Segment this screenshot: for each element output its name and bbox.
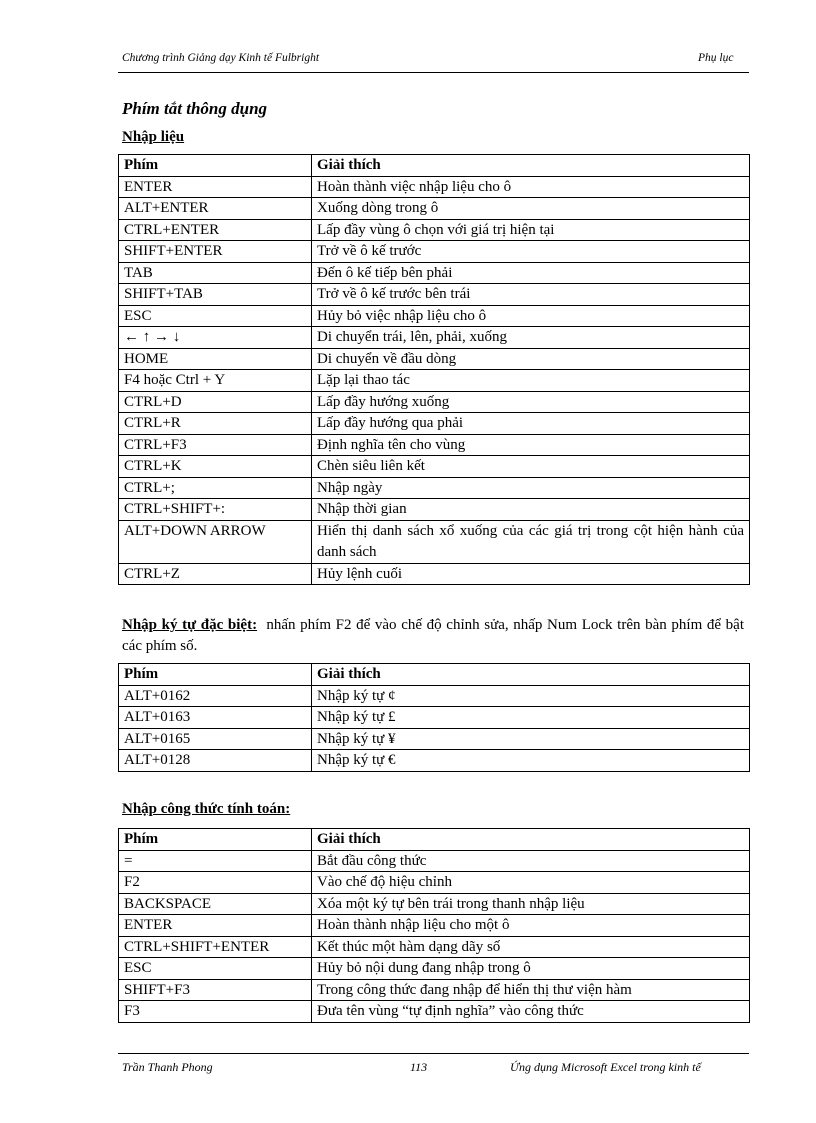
shortcut-key-cell: SHIFT+TAB — [119, 284, 312, 306]
description-cell: Nhập ngày — [312, 477, 750, 499]
table-row — [119, 413, 750, 435]
table-row — [119, 499, 750, 521]
shortcut-key-cell: BACKSPACE — [119, 893, 312, 915]
table-row — [119, 262, 750, 284]
description-cell: Định nghĩa tên cho vùng — [312, 434, 750, 456]
description-cell: Hủy bỏ việc nhập liệu cho ô — [312, 305, 750, 327]
description-cell: Lấp đầy hướng qua phải — [312, 413, 750, 435]
description-cell: Hoàn thành việc nhập liệu cho ô — [312, 176, 750, 198]
shortcut-key-cell: = — [119, 850, 312, 872]
table-row — [119, 477, 750, 499]
table-body — [119, 850, 750, 1022]
table-row — [119, 305, 750, 327]
table-row — [119, 370, 750, 392]
description-cell: Nhập ký tự € — [312, 750, 750, 772]
table-row — [119, 327, 750, 349]
shortcut-key-cell: ALT+0162 — [119, 685, 312, 707]
column-header-key: Phím — [119, 155, 312, 177]
section-intro-text: nhấn phím F2 để vào chế độ chỉnh sửa, nhấp Num Lock trên bàn phím để bật các phím số. — [122, 617, 745, 654]
description-cell: Vào chế độ hiệu chỉnh — [312, 872, 750, 894]
footer-author: Trần Thanh Phong — [122, 1060, 213, 1074]
footer-book-title: Ứng dụng Microsoft Excel trong kinh tế — [510, 1060, 701, 1074]
table-row — [119, 284, 750, 306]
shortcut-key-cell: ALT+0163 — [119, 707, 312, 729]
shortcut-table-data-entry — [118, 154, 750, 585]
shortcut-key-cell: ESC — [119, 305, 312, 327]
shortcut-key-cell: ALT+0128 — [119, 750, 312, 772]
description-cell: Kết thúc một hàm dạng dãy số — [312, 936, 750, 958]
description-cell: Nhập ký tự ¥ — [312, 728, 750, 750]
table-row — [119, 198, 750, 220]
table-row — [119, 176, 750, 198]
section-title-data-entry: Nhập liệu — [122, 129, 185, 145]
description-cell: Trở về ô kế trước bên trái — [312, 284, 750, 306]
table-row — [119, 979, 750, 1001]
table-row — [119, 728, 750, 750]
table-row — [119, 434, 750, 456]
description-cell: Đưa tên vùng “tự định nghĩa” vào công thức — [312, 1001, 750, 1023]
column-header-description: Giải thích — [312, 829, 750, 851]
table-body — [119, 176, 750, 585]
shortcut-key-cell: CTRL+F3 — [119, 434, 312, 456]
shortcut-key-cell: ALT+0165 — [119, 728, 312, 750]
shortcut-key-cell: F3 — [119, 1001, 312, 1023]
table-row — [119, 936, 750, 958]
header-rule — [118, 72, 749, 73]
shortcut-key-cell: TAB — [119, 262, 312, 284]
column-header-key: Phím — [119, 664, 312, 686]
description-cell: Xóa một ký tự bên trái trong thanh nhập liệu — [312, 893, 750, 915]
description-cell: Di chuyển về đầu dòng — [312, 348, 750, 370]
table-row — [119, 707, 750, 729]
table-row — [119, 520, 750, 563]
table-row — [119, 1001, 750, 1023]
description-cell: Đến ô kế tiếp bên phải — [312, 262, 750, 284]
shortcut-key-cell: CTRL+SHIFT+: — [119, 499, 312, 521]
description-cell: Hoàn thành nhập liệu cho một ô — [312, 915, 750, 937]
table-row — [119, 958, 750, 980]
table-row — [119, 219, 750, 241]
table-row — [119, 685, 750, 707]
shortcut-key-cell: ← ↑ → ↓ — [119, 327, 312, 349]
shortcut-key-cell: ESC — [119, 958, 312, 980]
shortcut-table-special-characters — [118, 663, 750, 772]
header-section-label: Phụ lục — [698, 52, 734, 64]
shortcut-key-cell: ENTER — [119, 176, 312, 198]
table-header-row — [119, 829, 750, 851]
shortcut-key-cell: CTRL+SHIFT+ENTER — [119, 936, 312, 958]
shortcut-key-cell: CTRL+ENTER — [119, 219, 312, 241]
table-row — [119, 391, 750, 413]
footer-rule — [118, 1053, 749, 1054]
description-cell: Nhập ký tự ¢ — [312, 685, 750, 707]
description-cell: Nhập thời gian — [312, 499, 750, 521]
description-cell: Xuống dòng trong ô — [312, 198, 750, 220]
column-header-key: Phím — [119, 829, 312, 851]
shortcut-key-cell: CTRL+K — [119, 456, 312, 478]
description-cell: Trong công thức đang nhập để hiển thị thư viện hàm — [312, 979, 750, 1001]
table-header-row — [119, 664, 750, 686]
shortcut-key-cell: CTRL+Z — [119, 563, 312, 585]
shortcut-key-cell: HOME — [119, 348, 312, 370]
table-row — [119, 850, 750, 872]
table-row — [119, 241, 750, 263]
description-cell: Trở về ô kế trước — [312, 241, 750, 263]
description-cell: Hủy lệnh cuối — [312, 563, 750, 585]
shortcut-key-cell: SHIFT+ENTER — [119, 241, 312, 263]
description-cell: Hiển thị danh sách xổ xuống của các giá trị trong cột hiện hành của danh sách — [312, 520, 750, 563]
table-row — [119, 750, 750, 772]
description-cell: Hủy bỏ nội dung đang nhập trong ô — [312, 958, 750, 980]
table-row — [119, 456, 750, 478]
description-cell: Lấp đầy hướng xuống — [312, 391, 750, 413]
shortcut-key-cell: F4 hoặc Ctrl + Y — [119, 370, 312, 392]
shortcut-key-cell: SHIFT+F3 — [119, 979, 312, 1001]
section-title-special-characters: Nhập ký tự đặc biệt: — [122, 617, 258, 633]
table-row — [119, 348, 750, 370]
description-cell: Nhập ký tự £ — [312, 707, 750, 729]
section-title-formulas: Nhập công thức tính toán: — [122, 801, 291, 817]
shortcut-key-cell: ENTER — [119, 915, 312, 937]
shortcut-key-cell: CTRL+D — [119, 391, 312, 413]
description-cell: Chèn siêu liên kết — [312, 456, 750, 478]
footer-page-number: 113 — [410, 1060, 428, 1074]
shortcut-key-cell: ALT+ENTER — [119, 198, 312, 220]
shortcut-table-formulas — [118, 828, 750, 1023]
column-header-description: Giải thích — [312, 664, 750, 686]
shortcut-key-cell: CTRL+; — [119, 477, 312, 499]
page-title: Phím tắt thông dụng — [122, 99, 268, 118]
table-row — [119, 893, 750, 915]
description-cell: Lấp đầy vùng ô chọn với giá trị hiện tại — [312, 219, 750, 241]
shortcut-key-cell: ALT+DOWN ARROW — [119, 520, 312, 563]
shortcut-key-cell: F2 — [119, 872, 312, 894]
column-header-description: Giải thích — [312, 155, 750, 177]
description-cell: Bắt đầu công thức — [312, 850, 750, 872]
shortcut-key-cell: CTRL+R — [119, 413, 312, 435]
table-header-row — [119, 155, 750, 177]
section-intro-special-characters — [122, 615, 744, 657]
table-row — [119, 563, 750, 585]
description-cell: Di chuyển trái, lên, phải, xuống — [312, 327, 750, 349]
table-body — [119, 685, 750, 771]
table-row — [119, 915, 750, 937]
header-course-title: Chương trình Giảng dạy Kinh tế Fulbright — [122, 52, 320, 64]
description-cell: Lặp lại thao tác — [312, 370, 750, 392]
table-row — [119, 872, 750, 894]
